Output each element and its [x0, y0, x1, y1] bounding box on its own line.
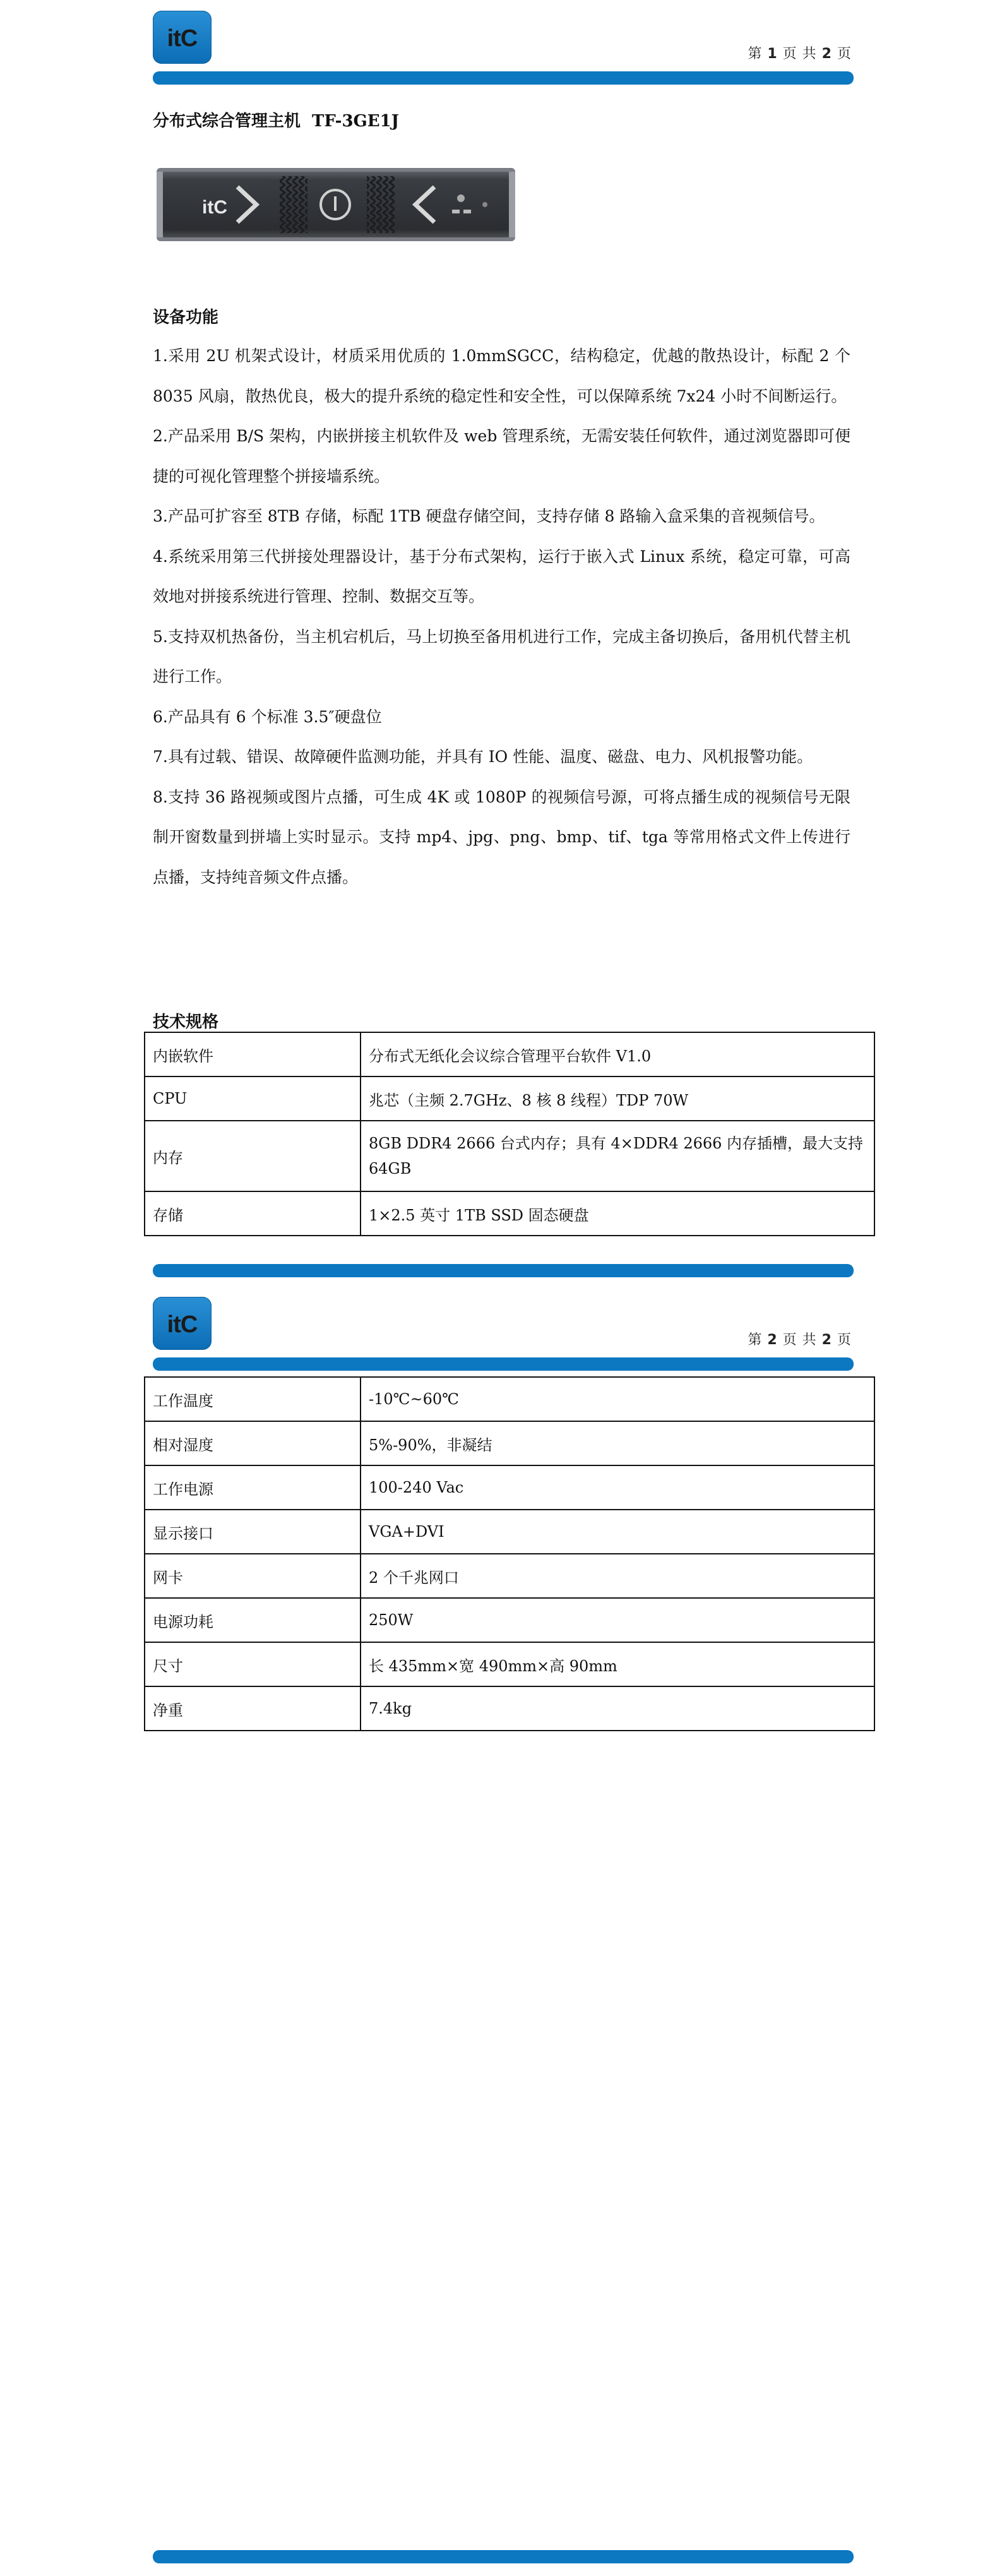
- spec-value: 兆芯（主频 2.7GHz、8 核 8 线程）TDP 70W: [361, 1076, 874, 1121]
- table-row: [145, 1076, 874, 1121]
- feature-item: 5.支持双机热备份，当主机宕机后，马上切换至备用机进行工作，完成主备切换后，备用机代替主机进行工作。: [153, 627, 850, 686]
- feature-item: 8.支持 36 路视频或图片点播，可生成 4K 或 1080P 的视频信号源，可将点播生成的视频信号无限制开窗数量到拼墙上实时显示。支持 mp4、jpg、png、bmp、tif、tga 等常用格式文件上传进行点播，支持纯音频文件点播。: [153, 787, 850, 886]
- feature-item: 6.产品具有 6 个标准 3.5″硬盘位: [153, 707, 382, 726]
- spec-key: 存储: [145, 1191, 361, 1236]
- spec-key: 电源功耗: [145, 1598, 361, 1642]
- table-row: [145, 1465, 874, 1510]
- table-row: [145, 1191, 874, 1236]
- spec-value: 2 个千兆网口: [361, 1554, 874, 1598]
- feature-item: 4.系统采用第三代拼接处理器设计，基于分布式架构，运行于嵌入式 Linux 系统，稳定可靠，可高效地对拼接系统进行管理、控制、数据交互等。: [153, 547, 850, 605]
- spec-key: 网卡: [145, 1554, 361, 1598]
- features-heading: 设备功能: [153, 308, 219, 327]
- spec-key: CPU: [145, 1076, 361, 1121]
- spec-value: 250W: [361, 1598, 874, 1642]
- svg-text:itC: itC: [167, 1311, 198, 1338]
- footer-bar: [153, 1264, 854, 1277]
- spec-value: -10℃~60℃: [361, 1377, 874, 1421]
- table-row: [145, 1032, 874, 1076]
- spec-key: 尺寸: [145, 1642, 361, 1686]
- header-bar: [153, 1357, 854, 1371]
- table-row: [145, 1642, 874, 1686]
- feature-item: 1.采用 2U 机架式设计，材质采用优质的 1.0mmSGCC，结构稳定，优越的散热设计，标配 2 个 8035 风扇，散热优良，极大的提升系统的稳定性和安全性，可以保障系统 7x24 小时不间断运行。: [153, 347, 850, 405]
- feature-item: 2.产品采用 B/S 架构，内嵌拼接主机软件及 web 管理系统，无需安装任何软件，通过浏览器即可便捷的可视化管理整个拼接墙系统。: [153, 427, 850, 486]
- product-front-panel-image: [157, 168, 515, 241]
- table-row: [145, 1421, 874, 1465]
- spec-key: 工作电源: [145, 1465, 361, 1510]
- spec-key: 净重: [145, 1686, 361, 1731]
- spec-value: VGA+DVI: [361, 1510, 874, 1554]
- table-row: [145, 1377, 874, 1421]
- spec-key: 相对湿度: [145, 1421, 361, 1465]
- spec-table-page1: [144, 1032, 875, 1236]
- table-row: [145, 1686, 874, 1731]
- page-number: 第 1 页 共 2 页: [748, 46, 852, 62]
- spec-value: 7.4kg: [361, 1686, 874, 1731]
- spec-value: 5%-90%，非凝结: [361, 1421, 874, 1465]
- page-number: 第 2 页 共 2 页: [748, 1332, 852, 1348]
- spec-key: 内存: [145, 1121, 361, 1191]
- features-list: [153, 336, 850, 897]
- spec-value: 100-240 Vac: [361, 1465, 874, 1510]
- table-row: [145, 1121, 874, 1191]
- spec-key: 内嵌软件: [145, 1032, 361, 1076]
- product-model: TF-3GE1J: [312, 112, 399, 131]
- spec-value: 8GB DDR4 2666 台式内存；具有 4×DDR4 2666 内存插槽，最大支持 64GB: [361, 1121, 874, 1191]
- feature-item: 3.产品可扩容至 8TB 存储，标配 1TB 硬盘存储空间，支持存储 8 路输入盒采集的音视频信号。: [153, 507, 825, 525]
- table-row: [145, 1554, 874, 1598]
- spec-value: 长 435mm×宽 490mm×高 90mm: [361, 1642, 874, 1686]
- svg-text:itC: itC: [167, 25, 198, 52]
- spec-table-page2: [144, 1376, 875, 1731]
- feature-item: 7.具有过载、错误、故障硬件监测功能，并具有 IO 性能、温度、磁盘、电力、风机报警功能。: [153, 748, 813, 766]
- itc-logo-icon: [153, 11, 212, 64]
- table-row: [145, 1510, 874, 1554]
- spec-key: 显示接口: [145, 1510, 361, 1554]
- spec-value: 1×2.5 英寸 1TB SSD 固态硬盘: [361, 1191, 874, 1236]
- spec-key: 工作温度: [145, 1377, 361, 1421]
- itc-logo-icon: [153, 1297, 212, 1350]
- spec-value: 分布式无纸化会议综合管理平台软件 V1.0: [361, 1032, 874, 1076]
- spec-heading: 技术规格: [153, 1013, 219, 1032]
- footer-bar: [153, 2550, 854, 2563]
- product-title: 分布式综合管理主机 TF-3GE1J: [153, 112, 399, 131]
- header-bar: [153, 71, 854, 85]
- table-row: [145, 1598, 874, 1642]
- svg-text:itC: itC: [202, 197, 227, 218]
